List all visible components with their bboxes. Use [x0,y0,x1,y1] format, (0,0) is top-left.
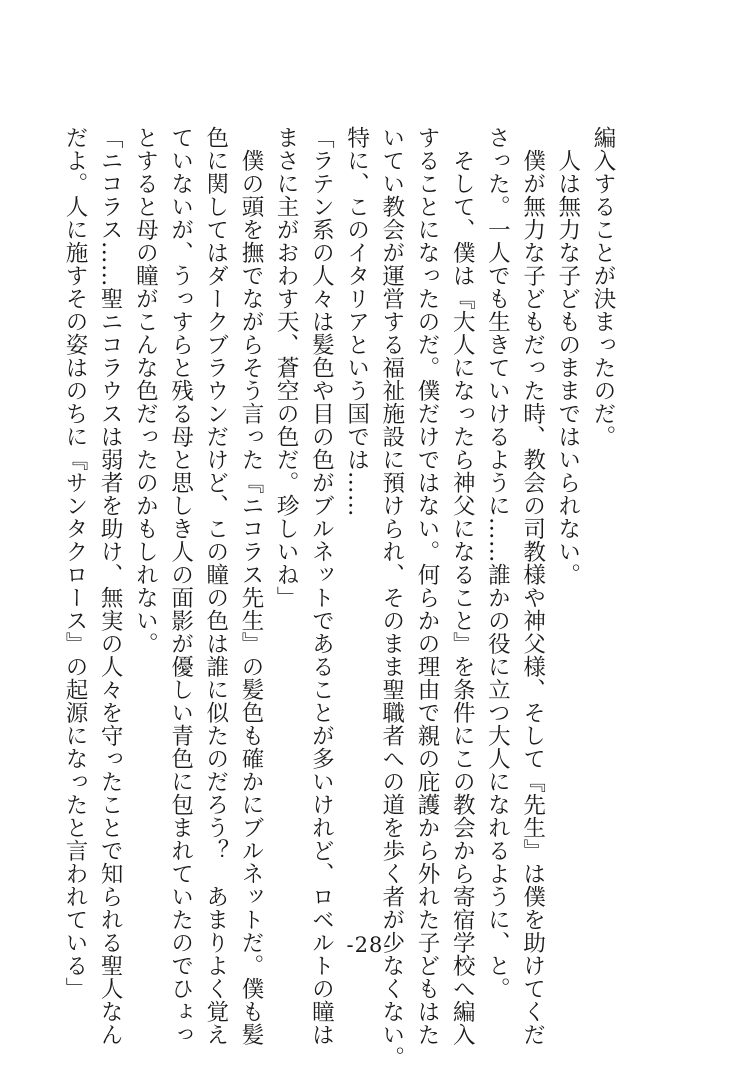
text-line: 色に関してはダークブラウンだけど、この瞳の色は誰に似たのだろう？ あまりよく覚え [202,126,229,1046]
text-line: さった。一人でも生きていけるように……誰かの役に立つ大人になれるように、と。 [484,126,511,1000]
text-line: 特に、このイタリアという国では…… [343,126,370,517]
text-line: とすると母の瞳がこんな色だったのかもしれない。 [132,126,159,655]
text-line: いてい教会が運営する福祉施設に預けられ、そのまま聖職者への道を歩く者が少なくない。 [378,126,405,1069]
text-line: ていないが、うっすらと残る母と思しき人の面影が優しい青色に包まれていたのでひょっ [167,126,194,1046]
text-line: 僕の頭を撫でながらそう言った『ニコラス先生』の髪色も確かにブルネットだ。僕も髪 [237,126,264,1046]
text-line: することになったのだ。僕だけではない。何らかの理由で親の庇護から外れた子どもはた [413,126,440,1046]
text-line: 「ラテン系の人々は髪色や目の色がブルネットであることが多いけれど、ロベルトの瞳は [308,126,335,1046]
text-line: そして、僕は『大人になったら神父になること』を条件にこの教会から寄宿学校へ編入 [449,126,476,1046]
text-line: だよ。人に施すその姿はのちに『サンタクロース』の起源になったと言われている」 [61,126,88,1000]
text-line: 人は無力な子どものままではいられない。 [554,126,581,586]
text-line: まさに主がおわす天、蒼空の色だ。珍しいね」 [273,126,300,609]
text-line: 僕が無力な子どもだった時、教会の司教様や神父様、そして『先生』は僕を助けてくだ [519,126,546,1046]
text-line: 「ニコラス……聖ニコラウスは弱者を助け、無実の人々を守ったことで知られる聖人なん [97,126,124,1046]
page-number: -28- [346,933,392,957]
text-line: 編入することが決まったのだ。 [590,126,616,448]
